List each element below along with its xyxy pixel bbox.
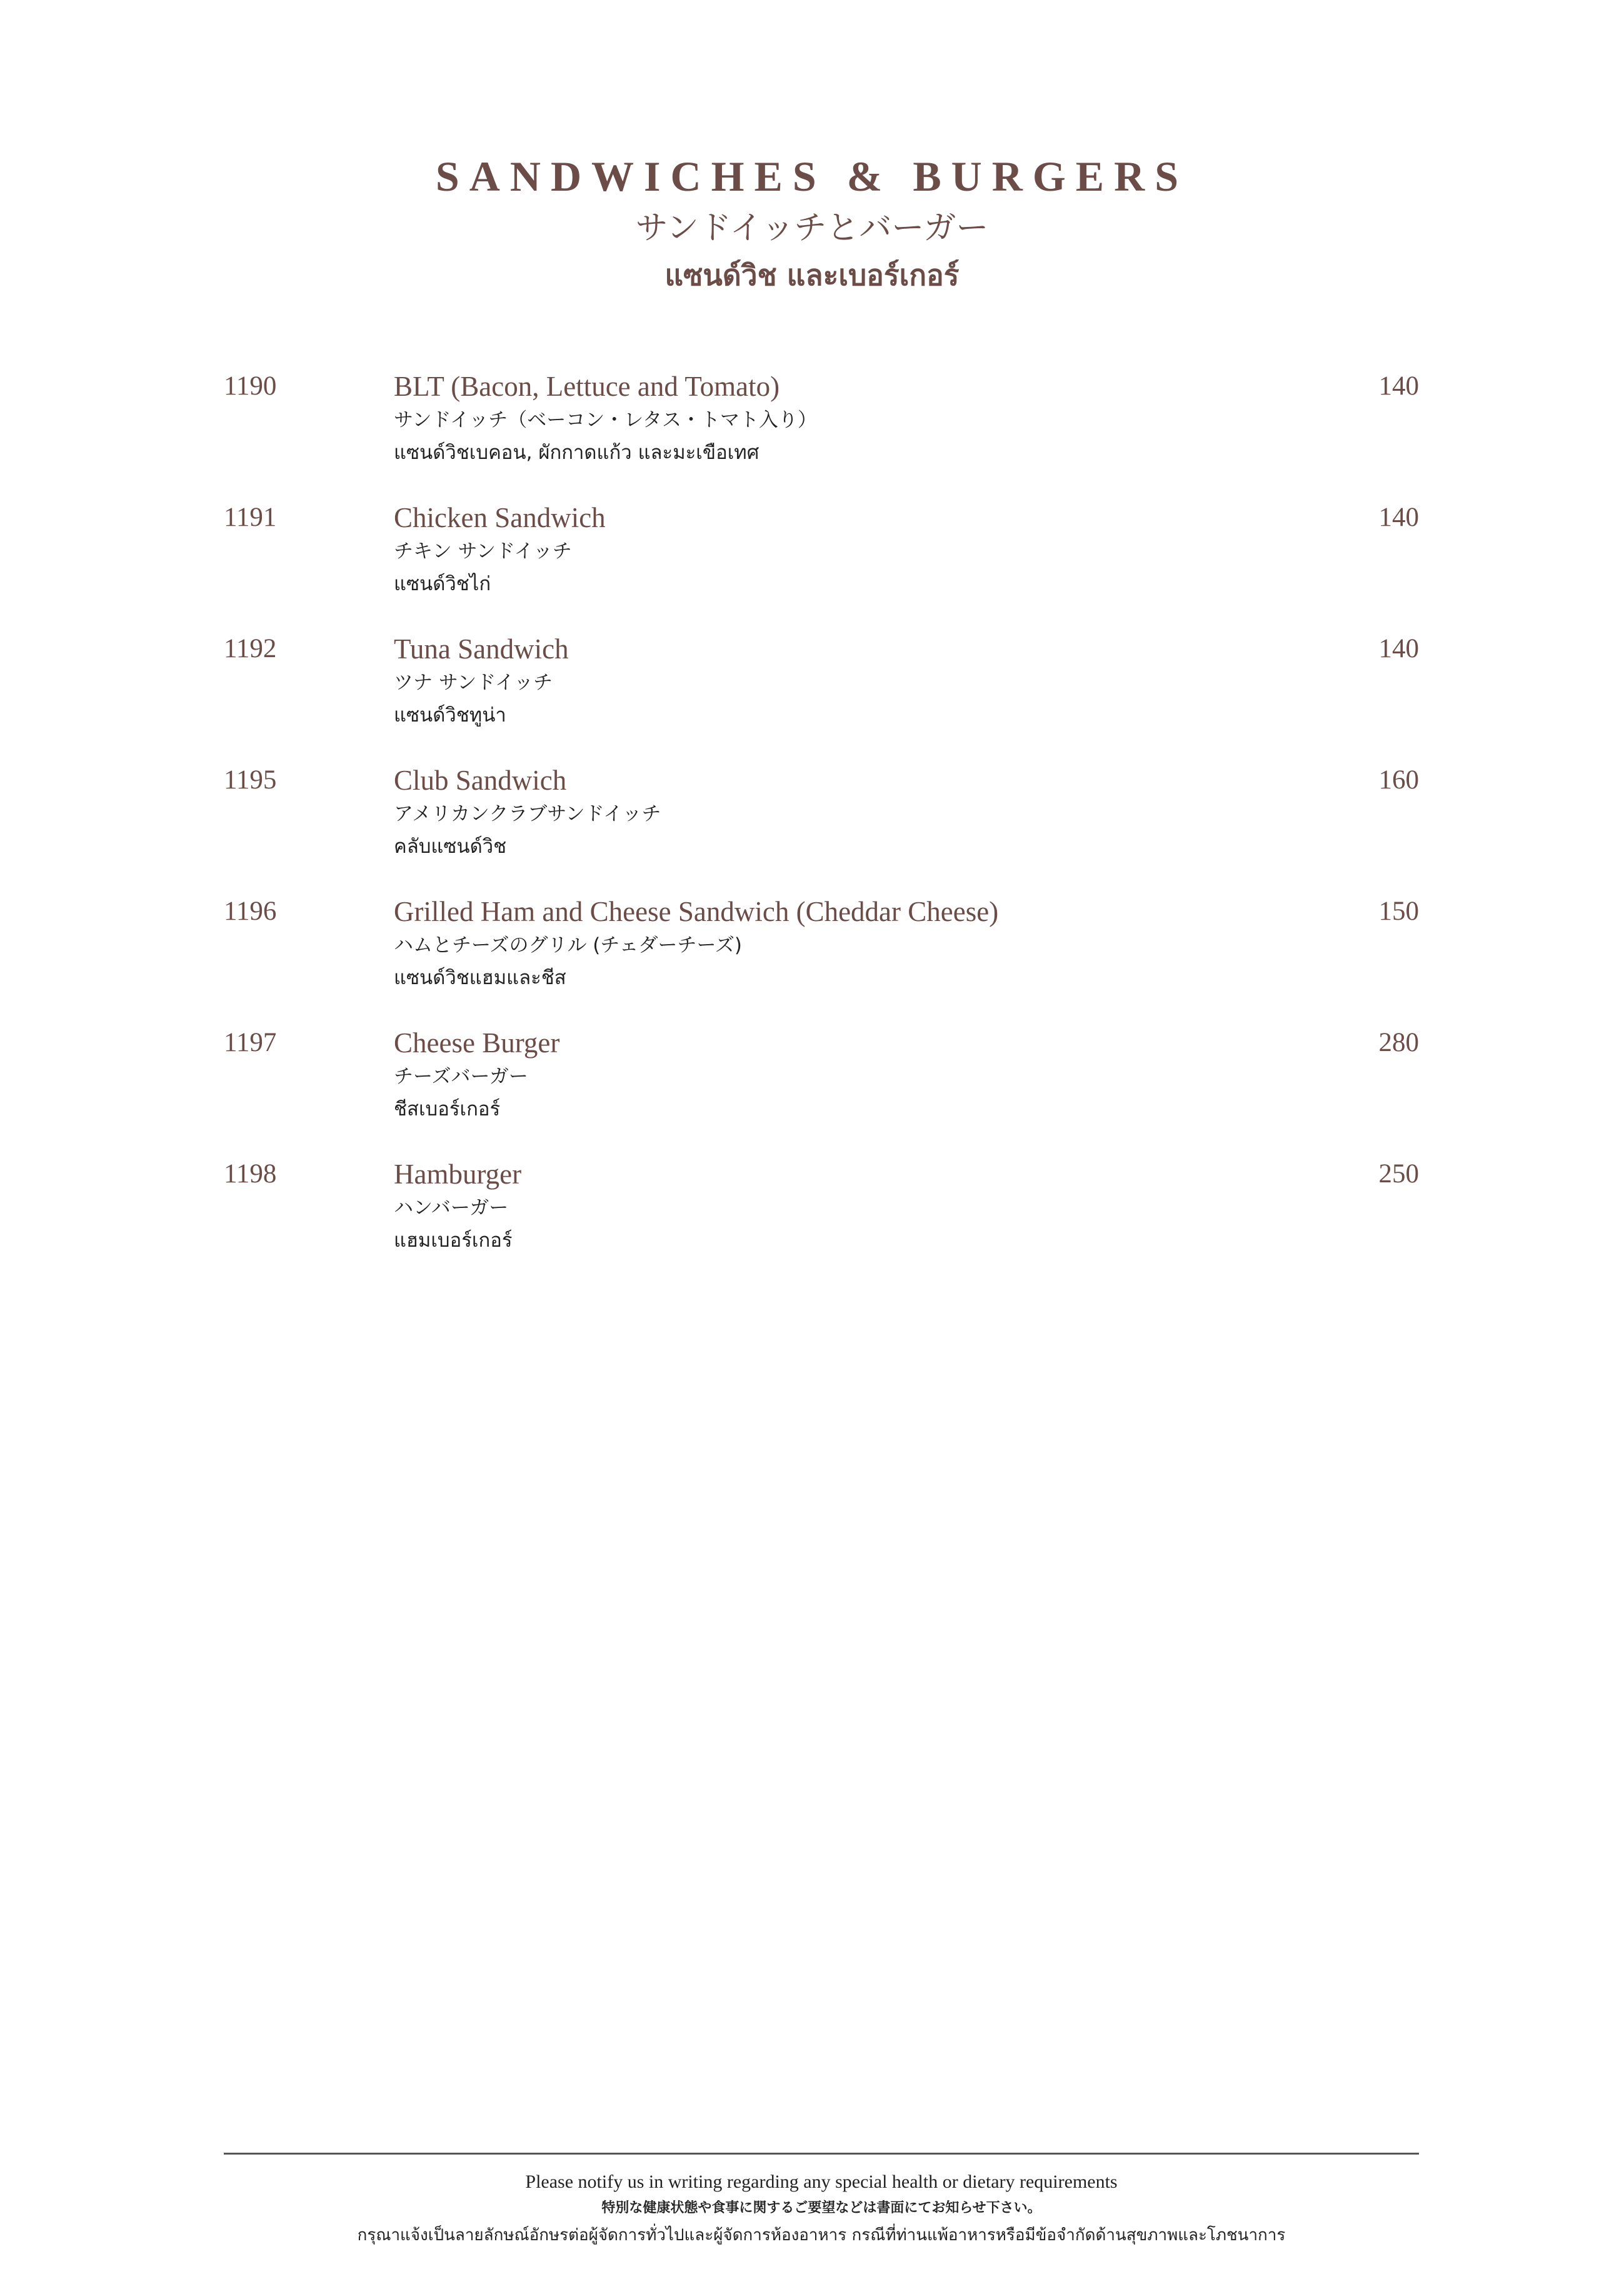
dietary-notice-japanese: 特別な健康状態や食事に関するご要望などは書面にてお知らせ下さい。	[601, 2200, 1041, 2216]
menu-item	[224, 369, 1419, 500]
page-title-japanese: サンドイッチとバーガー	[635, 209, 989, 247]
menu-item	[224, 631, 1419, 763]
item-name: Tuna Sandwich	[394, 633, 569, 665]
item-name-japanese: チキン サンドイッチ	[394, 540, 572, 563]
item-name: BLT (Bacon, Lettuce and Tomato)	[394, 371, 780, 402]
item-name-thai: แซนด์วิชไก่	[394, 573, 491, 595]
item-name-thai: แซนด์วิชแฮมและชีส	[394, 967, 566, 989]
menu-item	[224, 1025, 1419, 1157]
item-code: 1190	[224, 371, 277, 401]
page-title: SANDWICHES & BURGERS	[435, 153, 1189, 200]
item-name-japanese: ツナ サンドイッチ	[394, 672, 553, 694]
item-description	[394, 1025, 1269, 1125]
menu-item	[224, 894, 1419, 1025]
item-price: 140	[1378, 503, 1419, 532]
item-code: 1195	[224, 765, 277, 795]
item-description	[394, 369, 1269, 469]
item-code: 1191	[224, 503, 277, 532]
item-description	[394, 1157, 1269, 1257]
item-name-japanese: サンドイッチ（ベーコン・レタス・トマト入り）	[394, 409, 818, 431]
item-name-thai: แซนด์วิชทูน่า	[394, 704, 506, 727]
item-name-thai: คลับแซนด์วิช	[394, 835, 507, 858]
dietary-notice-thai: กรุณาแจ้งเป็นลายลักษณ์อักษรต่อผู้จัดการทั่วไปและผู้จัดการห้องอาหาร กรณีที่ท่านแพ้อาหารหรือมีข้อจำกัดด้านสุขภาพและโภชนาการ	[357, 2226, 1286, 2245]
menu-item	[224, 500, 1419, 631]
item-price: 140	[1378, 634, 1419, 663]
menu-item	[224, 1157, 1419, 1288]
item-description	[394, 631, 1269, 732]
item-code: 1192	[224, 634, 277, 663]
item-name-thai: แซนด์วิชเบคอน, ผักกาดแก้ว และมะเขือเทศ	[394, 441, 759, 464]
item-price: 160	[1378, 765, 1419, 795]
page-title-thai: แซนด์วิช และเบอร์เกอร์	[664, 258, 960, 292]
item-code: 1196	[224, 897, 277, 926]
item-code: 1197	[224, 1028, 277, 1057]
item-price: 150	[1378, 897, 1419, 926]
item-name-thai: ชีสเบอร์เกอร์	[394, 1098, 501, 1120]
menu-item	[224, 763, 1419, 894]
item-name: Cheese Burger	[394, 1027, 560, 1059]
item-name-japanese: ハンバーガー	[394, 1197, 509, 1219]
item-name-thai: แฮมเบอร์เกอร์	[394, 1229, 513, 1252]
item-code: 1198	[224, 1159, 277, 1189]
dietary-notice	[224, 2153, 1419, 2250]
item-price: 140	[1378, 371, 1419, 401]
footer-divider	[224, 2153, 1419, 2155]
item-description	[394, 894, 1269, 994]
item-price: 280	[1378, 1028, 1419, 1057]
menu-header	[0, 150, 1624, 299]
item-price: 250	[1378, 1159, 1419, 1189]
item-name: Hamburger	[394, 1159, 522, 1190]
item-name: Chicken Sandwich	[394, 502, 606, 533]
item-description	[394, 500, 1269, 600]
item-description	[394, 763, 1269, 863]
item-name-japanese: アメリカンクラブサンドイッチ	[394, 803, 661, 825]
item-name-japanese: ハムとチーズのグリル (チェダーチーズ)	[394, 934, 743, 957]
item-name-japanese: チーズバーガー	[394, 1065, 528, 1088]
menu-item-list	[224, 369, 1419, 1288]
item-name: Grilled Ham and Cheese Sandwich (Cheddar Cheese)	[394, 896, 999, 927]
item-name: Club Sandwich	[394, 765, 567, 796]
dietary-notice-english: Please notify us in writing regarding any special health or dietary requirements	[525, 2171, 1118, 2192]
